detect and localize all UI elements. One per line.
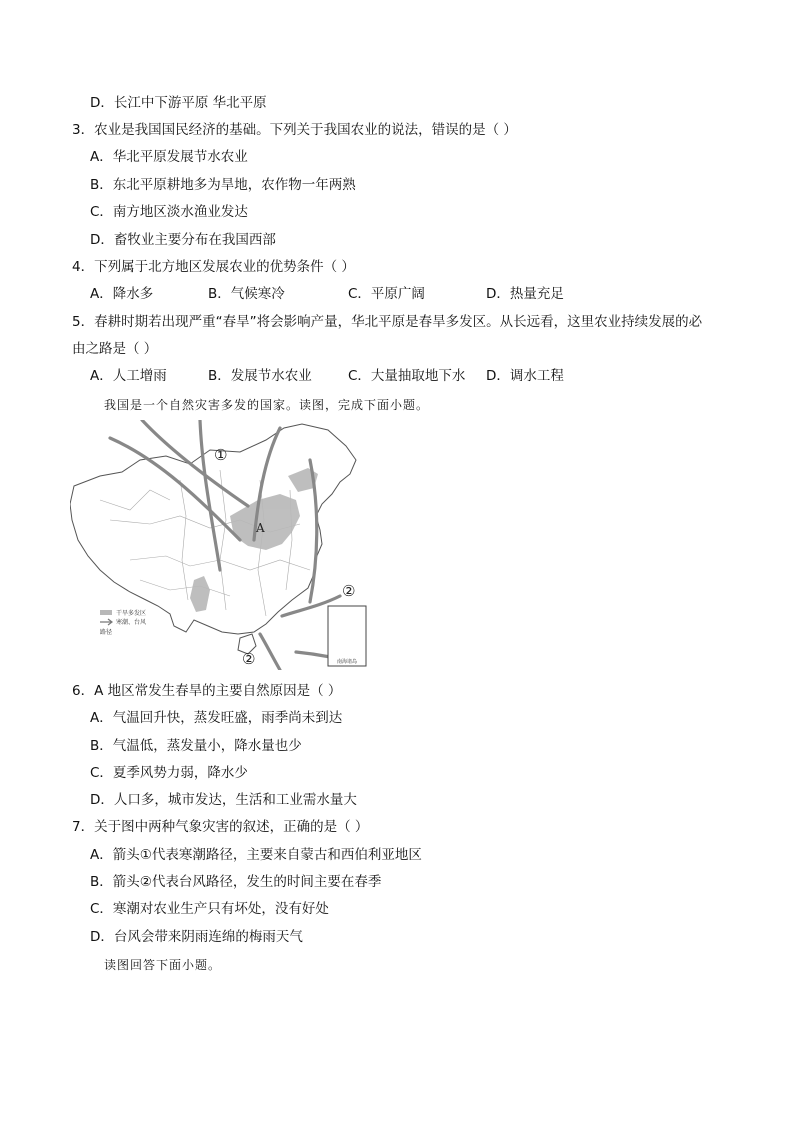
q3-option-c: C．南方地区淡水渔业发达 <box>90 204 248 220</box>
q7-stem: 7．关于图中两种气象灾害的叙述，正确的是（ ） <box>72 819 369 835</box>
q5-option-d: D．调水工程 <box>486 368 564 384</box>
q7-option-d: D．台风会带来阴雨连绵的梅雨天气 <box>90 929 303 945</box>
q4-options <box>90 285 710 303</box>
q3-stem: 3．农业是我国国民经济的基础。下列关于我国农业的说法，错误的是（ ） <box>72 122 517 138</box>
q5-stem-line1: 5．春耕时期若出现严重“春旱”将会影响产量，华北平原是春旱多发区。从长远看，这里农业持续发展的必 <box>72 314 703 330</box>
map-legend <box>100 609 146 636</box>
q4-option-c: C．平原广阔 <box>348 286 425 302</box>
q7-option-c: C．寒潮对农业生产只有坏处，没有好处 <box>90 901 329 917</box>
intro-disaster: 我国是一个自然灾害多发的国家。读图，完成下面小题。 <box>104 398 430 412</box>
q3-option-a: A．华北平原发展节水农业 <box>90 149 248 165</box>
map-label-circle-1: ① <box>214 446 228 464</box>
q5-option-b: B．发展节水农业 <box>208 368 312 384</box>
intro-read-map: 读图回答下面小题。 <box>104 958 222 972</box>
q6-option-c: C．夏季风势力弱，降水少 <box>90 765 248 781</box>
legend-drought-label: 干旱多发区 <box>116 610 147 617</box>
legend-path-label-2: 路径 <box>100 629 113 636</box>
map-inset-label: 南海诸岛 <box>336 659 358 665</box>
map-label-circle-2-south: ② <box>242 650 256 668</box>
q5-option-c: C．大量抽取地下水 <box>348 368 466 384</box>
q3-option-b: B．东北平原耕地多为旱地，农作物一年两熟 <box>90 177 356 193</box>
q5-stem-line2: 由之路是（ ） <box>72 341 158 357</box>
map-label-circle-2-east: ② <box>342 582 356 600</box>
legend-path-label: 寒潮、台风 <box>116 619 147 626</box>
q2-option-d: D．长江中下游平原 华北平原 <box>90 95 267 111</box>
q6-option-a: A．气温回升快，蒸发旺盛，雨季尚未到达 <box>90 710 343 726</box>
south-china-sea-inset <box>328 606 366 666</box>
map-label-a: A <box>256 521 265 535</box>
q3-option-d: D．畜牧业主要分布在我国西部 <box>90 232 276 248</box>
q4-option-b: B．气候寒冷 <box>208 286 285 302</box>
q5-option-a: A．人工增雨 <box>90 368 167 384</box>
q4-option-a: A．降水多 <box>90 286 154 302</box>
q6-stem: 6．A 地区常发生春旱的主要自然原因是（ ） <box>72 683 342 699</box>
legend-arrow-icon <box>100 619 112 625</box>
q6-option-b: B．气温低，蒸发量小，降水量也少 <box>90 738 302 754</box>
q4-option-d: D．热量充足 <box>486 286 564 302</box>
q7-option-a: A．箭头①代表寒潮路径，主要来自蒙古和西伯利亚地区 <box>90 847 422 863</box>
q7-option-b: B．箭头②代表台风路径，发生的时间主要在春季 <box>90 874 382 890</box>
china-outline <box>70 424 356 654</box>
q6-option-d: D．人口多，城市发达，生活和工业需水量大 <box>90 792 357 808</box>
legend-drought-swatch <box>100 610 112 615</box>
china-disaster-map <box>70 420 370 670</box>
q5-options <box>90 367 710 385</box>
q4-stem: 4．下列属于北方地区发展农业的优势条件（ ） <box>72 259 355 275</box>
